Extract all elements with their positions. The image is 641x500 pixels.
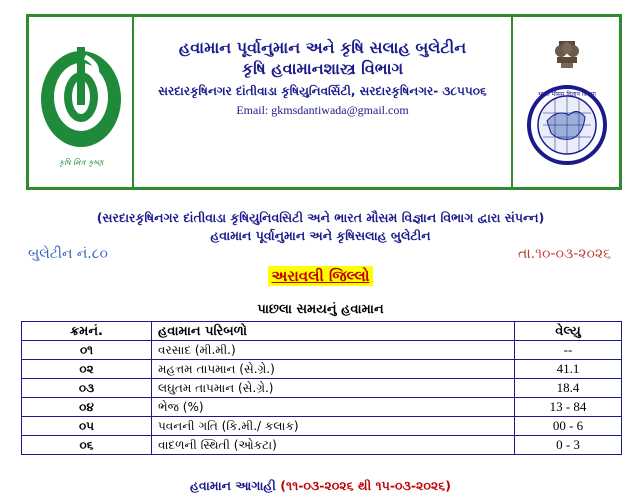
forecast-heading	[0, 478, 641, 494]
row-value: 13 - 84	[515, 398, 622, 417]
header-title: હવામાન પૂર્વાનુમાન અને કૃષિ સલાહ બુલેટીન	[178, 38, 467, 57]
header-value: વેલ્યુ	[515, 322, 622, 341]
row-value: 18.4	[515, 379, 622, 398]
table-header-row	[22, 322, 622, 341]
row-parameter: વાદળની સ્થિતી (ઓકટા)	[152, 436, 515, 455]
forecast-label: હવામાન આગાહી	[190, 478, 276, 493]
university-logo-icon	[29, 17, 134, 187]
row-parameter: પવનની ગતિ (કિ.મી./ કલાક)	[152, 417, 515, 436]
row-serial: ૦૨	[22, 360, 152, 379]
imd-emblem	[511, 17, 619, 187]
header-email: Email: gkmsdantiwada@gmail.com	[236, 103, 409, 117]
table-row	[22, 436, 622, 455]
row-serial: ૦૧	[22, 341, 152, 360]
table-row	[22, 360, 622, 379]
row-value: 00 - 6	[515, 417, 622, 436]
collaboration-line: (સરદારકૃષિનગર દાંતીવાડા કૃષિયુનિવસિટી અને ભારત મૌસમ વિજ્ઞાન વિભાગ દ્વારા સંપન્ન)	[96, 210, 545, 225]
row-serial: ૦૪	[22, 398, 152, 417]
bulletin-number: બુલેટીન નં.૮૦	[28, 246, 108, 262]
header-text	[136, 17, 509, 187]
district-heading: અરાવલી જિલ્લો	[268, 266, 374, 286]
row-serial: ૦૫	[22, 417, 152, 436]
row-value: 0 - 3	[515, 436, 622, 455]
past-weather-title: પાછલા સમયનું હવામાન	[257, 302, 384, 317]
logo-caption: કૃષિ મિત્ર કૃષ્ણ	[58, 158, 104, 167]
row-value: --	[515, 341, 622, 360]
header-department: કૃષિ હવામાનશાસ્ત્ર વિભાગ	[241, 59, 404, 78]
past-weather-table	[21, 321, 622, 455]
imd-emblem-icon	[513, 17, 621, 187]
university-logo	[29, 17, 134, 187]
header-parameter: હવામાન પરિબળો	[152, 322, 515, 341]
table-row	[22, 417, 622, 436]
district-heading-wrap	[0, 266, 641, 286]
header-box	[26, 14, 622, 190]
row-parameter: વરસાદ (મી.મી.)	[152, 341, 515, 360]
row-parameter: ભેજ (%)	[152, 398, 515, 417]
forecast-date-range: (૧૧-૦૩-૨૦૨૬ થી ૧૫-૦૩-૨૦૨૬)	[280, 478, 451, 493]
bulletin-subtitle: હવામાન પૂર્વાનુમાન અને કૃષિસલાહ બુલેટીન	[210, 228, 431, 243]
row-serial: ૦૬	[22, 436, 152, 455]
bulletin-date: તા.૧૦-૦૩-૨૦૨૬	[517, 246, 611, 262]
table-row	[22, 341, 622, 360]
row-parameter: લઘુતમ તાપમાન (સે.ગ્રે.)	[152, 379, 515, 398]
row-value: 41.1	[515, 360, 622, 379]
table-row	[22, 398, 622, 417]
imd-emblem-text: भारत मौसम विज्ञान विभाग	[538, 91, 596, 98]
header-serial: ક્રમનં.	[22, 322, 152, 341]
row-parameter: મહત્તમ તાપમાન (સે.ગ્રે.)	[152, 360, 515, 379]
header-address: સરદારકૃષિનગર દાંતીવાડા કૃષિયુનિવર્સિટી, સરદારકૃષિનગર- ૩૮૫૫૦૬	[158, 84, 487, 98]
table-row	[22, 379, 622, 398]
row-serial: ૦૩	[22, 379, 152, 398]
